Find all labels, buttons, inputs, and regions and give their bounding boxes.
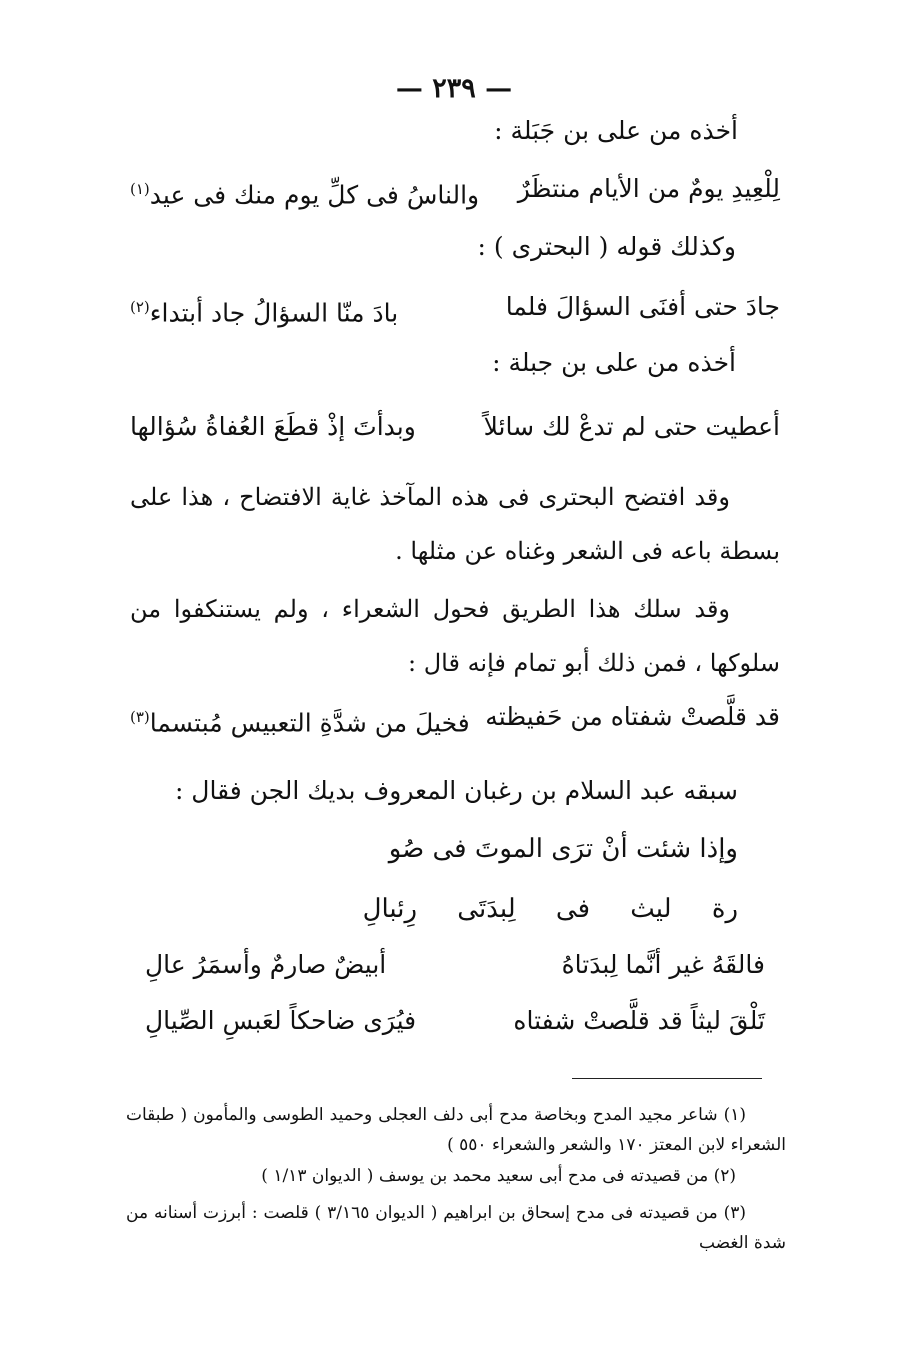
verse-2 (130, 288, 780, 326)
footnote-separator (572, 1078, 762, 1079)
verse-7 (145, 1002, 765, 1040)
verse-2-second-hemistich: بادَ منّا السؤالُ جاد أبتداء (149, 298, 399, 328)
verse-4-first-hemistich: قد قلَّصتْ شفتاه من حَفيظته (485, 702, 780, 731)
verse-1-first-hemistich: لِلْعِيدِ يومٌ من الأيام منتظَرٌ (517, 174, 780, 203)
verse-6-second-hemistich: أبيضٌ صارمٌ وأسمَرُ عالِ (145, 950, 387, 979)
verse-3-first-hemistich: أعطيت حتى لم تدعْ لك سائلاً (483, 412, 780, 441)
footnote-ref-1: (١) (130, 180, 150, 198)
verse-4-second-hemistich: فخيلَ من شدَّةِ التعبيس مُبتسما (149, 708, 470, 738)
verse-6-first-hemistich: فالقَهُ غير أنَّما لِبدَتاهُ (561, 950, 765, 979)
verse-1 (130, 170, 780, 208)
verse-7-second-hemistich: فيُرَى ضاحكاً لعَبسِ الصِّيالِ (145, 1006, 417, 1035)
verse-3-second-hemistich: وبدأتَ إذْ قطَعَ العُفاةُ سُؤالها (130, 412, 416, 441)
verse-2-first-hemistich: جادَ حتى أفنَى السؤالَ فلما (505, 292, 780, 321)
verse-4 (130, 698, 780, 736)
paragraph-1: وقد افتضح البحترى فى هذه المآخذ غاية الافتضاح ، هذا على بسطة باعه فى الشعر وغناه عن مثلها . (130, 483, 780, 565)
text-line-also-said: وكذلك قوله ( البحترى ) : (477, 232, 736, 261)
page-number: — ٢٣٩ — (395, 73, 513, 104)
paragraph-2: وقد سلك هذا الطريق فحول الشعراء ، ولم يستنكفوا من سلوكها ، فمن ذلك أبو تمام فإنه قال : (130, 595, 780, 677)
verse-3 (130, 408, 780, 446)
footnote-ref-3: (٣) (130, 708, 150, 726)
verse-6 (145, 946, 765, 984)
text-line-source-3: سبقه عبد السلام بن رغبان المعروف بديك الجن فقال : (174, 776, 738, 805)
footnote-ref-2: (٢) (130, 298, 150, 316)
footnote-1: (١) شاعر مجيد المدح وبخاصة مدح أبى دلف العجلى وحميد الطوسى والمأمون ( طبقات الشعراء لابن المعتز ١٧٠ والشعر والشعراء ٥٥٠ ) (126, 1105, 786, 1155)
verse-7-first-hemistich: تَلْقَ ليثاً قد قلَّصتْ شفتاه (513, 1006, 765, 1035)
verse-5-part-1: وإذا شئت أنْ ترَى الموتَ فى صُو (388, 834, 738, 864)
verse-1-second-hemistich: والناسُ فى كلِّ يوم منك فى عيد (149, 180, 480, 210)
footnote-2: (٢) من قصيدته فى مدح أبى سعيد محمد بن يوسف ( الديوان ١/١٣ ) (261, 1166, 736, 1186)
text-line-source-1: أخذه من على بن جَبَلة : (494, 116, 738, 145)
footnote-3: (٣) من قصيدته فى مدح إسحاق بن ابراهيم ( الديوان ٣/١٦٥ ) قلصت : أبرزت أسنانه من شدة الغضب (126, 1203, 786, 1253)
verse-5-part-2: رة ليث فى لِبدَتَى رِئبالِ (362, 894, 738, 924)
text-line-source-2: أخذه من على بن جبلة : (492, 348, 736, 377)
